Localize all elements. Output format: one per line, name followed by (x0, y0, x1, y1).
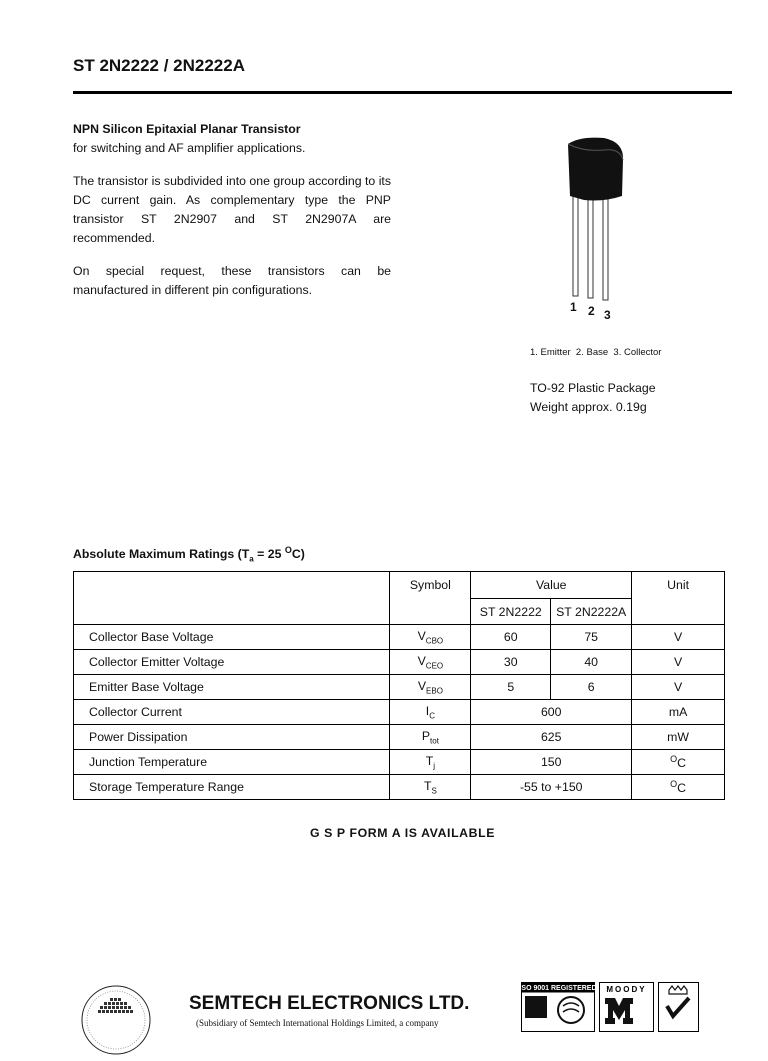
title-rule (73, 91, 732, 94)
iso-badge-label: ISO 9001 REGISTERED (521, 985, 597, 992)
param-cell: Storage Temperature Range (74, 775, 390, 800)
value-a-cell: 60 (471, 625, 551, 650)
unit-cell: V (632, 675, 725, 700)
intro-section (73, 120, 391, 300)
intro-paragraph-1: The transistor is subdivided into one group according to its DC current gain. As complementary type the PNP transistor ST 2N2907 and ST 2N2907A are recommended. (73, 174, 391, 245)
value-cell: -55 to +150 (471, 775, 632, 800)
symbol-subscript: C (429, 711, 435, 721)
pin-1-label: 1 (570, 300, 577, 314)
param-cell: Emitter Base Voltage (74, 675, 390, 700)
pin-legend: 1. Emitter 2. Base 3. Collector (530, 347, 662, 358)
ratings-table (73, 571, 725, 800)
symbol-subscript: CEO (425, 661, 444, 671)
symbol-header: Symbol (390, 572, 471, 625)
certification-badges (521, 982, 699, 1032)
param-header (74, 572, 390, 625)
model-a-header: ST 2N2222 (471, 599, 551, 625)
transistor-icon (540, 130, 660, 330)
package-info (530, 379, 656, 417)
ratings-title-end: C) (291, 547, 305, 562)
intro-subheading: for switching and AF amplifier applications. (73, 141, 306, 155)
unit-letter: C (677, 781, 687, 796)
symbol-subscript: S (431, 786, 437, 796)
unit-cell: mA (632, 700, 725, 725)
table-row (74, 625, 725, 650)
symbol-letter: I (425, 703, 430, 718)
table-row (74, 700, 725, 725)
certification-badges-icon (521, 982, 699, 1032)
package-weight: Weight approx. 0.19g (530, 400, 647, 414)
value-a-cell: 30 (471, 650, 551, 675)
unit-cell: V (632, 625, 725, 650)
model-b-header: ST 2N2222A (551, 599, 632, 625)
ratings-title (73, 545, 305, 564)
value-cell: 600 (471, 700, 632, 725)
symbol-subscript: j (433, 761, 436, 771)
unit-header: Unit (632, 572, 725, 625)
semtech-logo (80, 984, 152, 1056)
param-cell: Collector Base Voltage (74, 625, 390, 650)
symbol-subscript: CBO (425, 636, 444, 646)
unit-degree: O (670, 778, 678, 789)
symbol-cell (390, 750, 471, 775)
ratings-title-sup: O (284, 545, 292, 555)
package-name: TO-92 Plastic Package (530, 381, 656, 395)
unit-cell: mW (632, 725, 725, 750)
ratings-title-sub: a (249, 554, 254, 564)
unit-cell: V (632, 650, 725, 675)
intro-paragraph-2: On special request, these transistors can be manufactured in different pin configurations. (73, 264, 391, 297)
table-row (74, 725, 725, 750)
table-row (74, 775, 725, 800)
param-cell: Collector Emitter Voltage (74, 650, 390, 675)
intro-heading: NPN Silicon Epitaxial Planar Transistor (73, 122, 301, 136)
ratings-title-text: Absolute Maximum Ratings (T (73, 547, 250, 562)
symbol-letter: T (423, 778, 432, 793)
value-b-cell: 40 (551, 650, 632, 675)
unit-letter: C (677, 756, 687, 771)
symbol-cell (390, 700, 471, 725)
param-cell: Junction Temperature (74, 750, 390, 775)
table-row (74, 675, 725, 700)
ratings-body (74, 625, 725, 800)
gsp-notice: G S P FORM A IS AVAILABLE (309, 826, 496, 840)
pin-2-label: 2 (588, 304, 595, 318)
unit-cell (632, 775, 725, 800)
symbol-letter: V (417, 653, 426, 668)
table-row (74, 750, 725, 775)
symbol-cell (390, 775, 471, 800)
company-name: SEMTECH ELECTRONICS LTD. (189, 993, 470, 1014)
symbol-letter: V (417, 628, 426, 643)
value-header: Value (471, 572, 632, 599)
unit-cell (632, 750, 725, 775)
company-subsidiary-note: (Subsidiary of Semtech International Holdings Limited, a company (196, 1018, 439, 1028)
pin-3-label: 3 (604, 308, 611, 322)
value-a-cell: 5 (471, 675, 551, 700)
symbol-letter: T (425, 753, 434, 768)
symbol-letter: V (417, 678, 427, 693)
ratings-title-mid: = 25 (253, 547, 285, 562)
symbol-letter: P (421, 728, 431, 743)
globe-logo-icon (80, 984, 152, 1056)
symbol-subscript: tot (430, 736, 439, 746)
page-title: ST 2N2222 / 2N2222A (73, 56, 245, 75)
value-cell: 150 (471, 750, 632, 775)
param-cell: Power Dissipation (74, 725, 390, 750)
symbol-cell (390, 625, 471, 650)
to92-package-illustration (540, 130, 660, 330)
moody-badge-label: MOODY (606, 985, 647, 994)
value-cell: 625 (471, 725, 632, 750)
value-b-cell: 75 (551, 625, 632, 650)
param-cell: Collector Current (74, 700, 390, 725)
table-header-row (74, 572, 725, 599)
symbol-cell (390, 650, 471, 675)
symbol-cell (390, 675, 471, 700)
value-b-cell: 6 (551, 675, 632, 700)
unit-degree: O (670, 753, 678, 764)
symbol-subscript: EBO (426, 686, 443, 696)
symbol-cell (390, 725, 471, 750)
table-row (74, 650, 725, 675)
